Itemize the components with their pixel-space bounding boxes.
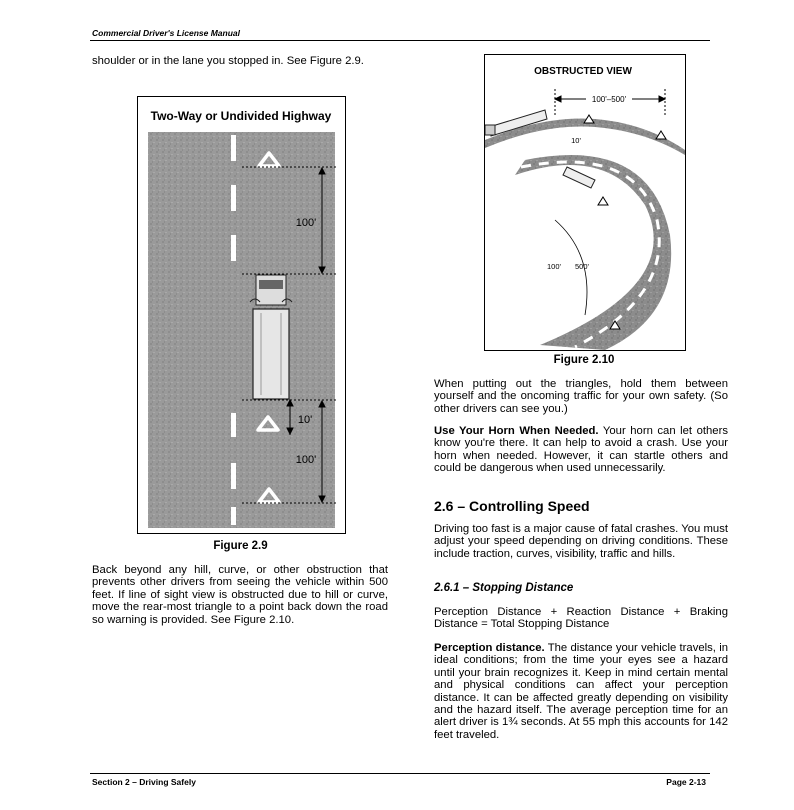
curve-triangle-1	[598, 197, 608, 205]
perception-paragraph	[434, 642, 728, 741]
subsection-heading: 2.6.1 – Stopping Distance	[434, 582, 574, 594]
intro-text: shoulder or in the lane you stopped in. See Figure 2.9.	[92, 55, 364, 67]
truck-icon	[250, 275, 292, 399]
dim-bottom-label: 100'	[295, 454, 317, 466]
obstruction-paragraph: Back beyond any hill, curve, or other obstruction that prevents other drivers from seeing the vehicle within 500 feet. If line of sight view is obstructed due to hill or curve, move the rear-most triangle to a point back down the road so warning is provided. See Figure 2.10.	[92, 564, 388, 626]
dim-top-label: 100'	[295, 217, 317, 229]
triangle-safety-paragraph: When putting out the triangles, hold them between yourself and the oncoming traffic for your own safety. (So other drivers can see you.)	[434, 378, 728, 415]
perception-heading: Perception distance.	[434, 642, 545, 654]
figure-2-9-title: Two-Way or Undivided Highway	[150, 109, 332, 123]
footer-rule	[90, 773, 710, 774]
truck-on-curve-icon	[563, 167, 595, 188]
running-header: Commercial Driver's License Manual	[92, 28, 240, 38]
road-surface	[148, 132, 335, 528]
curve-dim-b: 500'	[575, 262, 589, 271]
horn-paragraph	[434, 425, 728, 475]
footer-section: Section 2 – Driving Safely	[92, 777, 196, 787]
figure-2-9-caption: Figure 2.9	[213, 540, 268, 552]
section-heading: 2.6 – Controlling Speed	[434, 498, 590, 514]
footer-page-number: Page 2-13	[666, 777, 706, 787]
figure-2-9-drawing	[138, 97, 345, 533]
figure-2-10-title: OBSTRUCTED VIEW	[534, 66, 632, 77]
header-rule	[90, 40, 710, 41]
figure-2-10-caption: Figure 2.10	[553, 354, 615, 366]
curve-dim-a: 100'	[547, 262, 561, 271]
hill-dim-label: 10'	[571, 136, 581, 145]
figure-2-9	[137, 96, 346, 534]
horn-text: Your horn can let others know you're there. It can help to avoid a crash. Use your horn when needed. However, it can startle others and could be dangerous when used unnecessarily.	[434, 425, 728, 475]
figure-2-10-drawing	[485, 55, 685, 350]
perception-text: The distance your vehicle travels, in ideal conditions; from the time your eyes see a hazard until your brain recognizes it. Keep in mind certain mental and physical conditions can affect your perception distance. It can be affected greatly depending on visibility and the hazard itself. The average perception time for an alert driver is 1¾ seconds. At 55 mph this accounts for 142 feet traveled.	[434, 642, 728, 741]
horn-heading: Use Your Horn When Needed.	[434, 425, 599, 437]
dim-range-label: 100'–500'	[591, 95, 627, 104]
dim-small-label: 10'	[297, 414, 313, 426]
speed-paragraph: Driving too fast is a major cause of fatal crashes. You must adjust your speed depending on driving conditions. These include traction, curves, visibility, traffic and hills.	[434, 523, 728, 560]
stopping-formula: Perception Distance + Reaction Distance + Braking Distance = Total Stopping Distance	[434, 606, 728, 631]
figure-2-10	[484, 54, 686, 351]
